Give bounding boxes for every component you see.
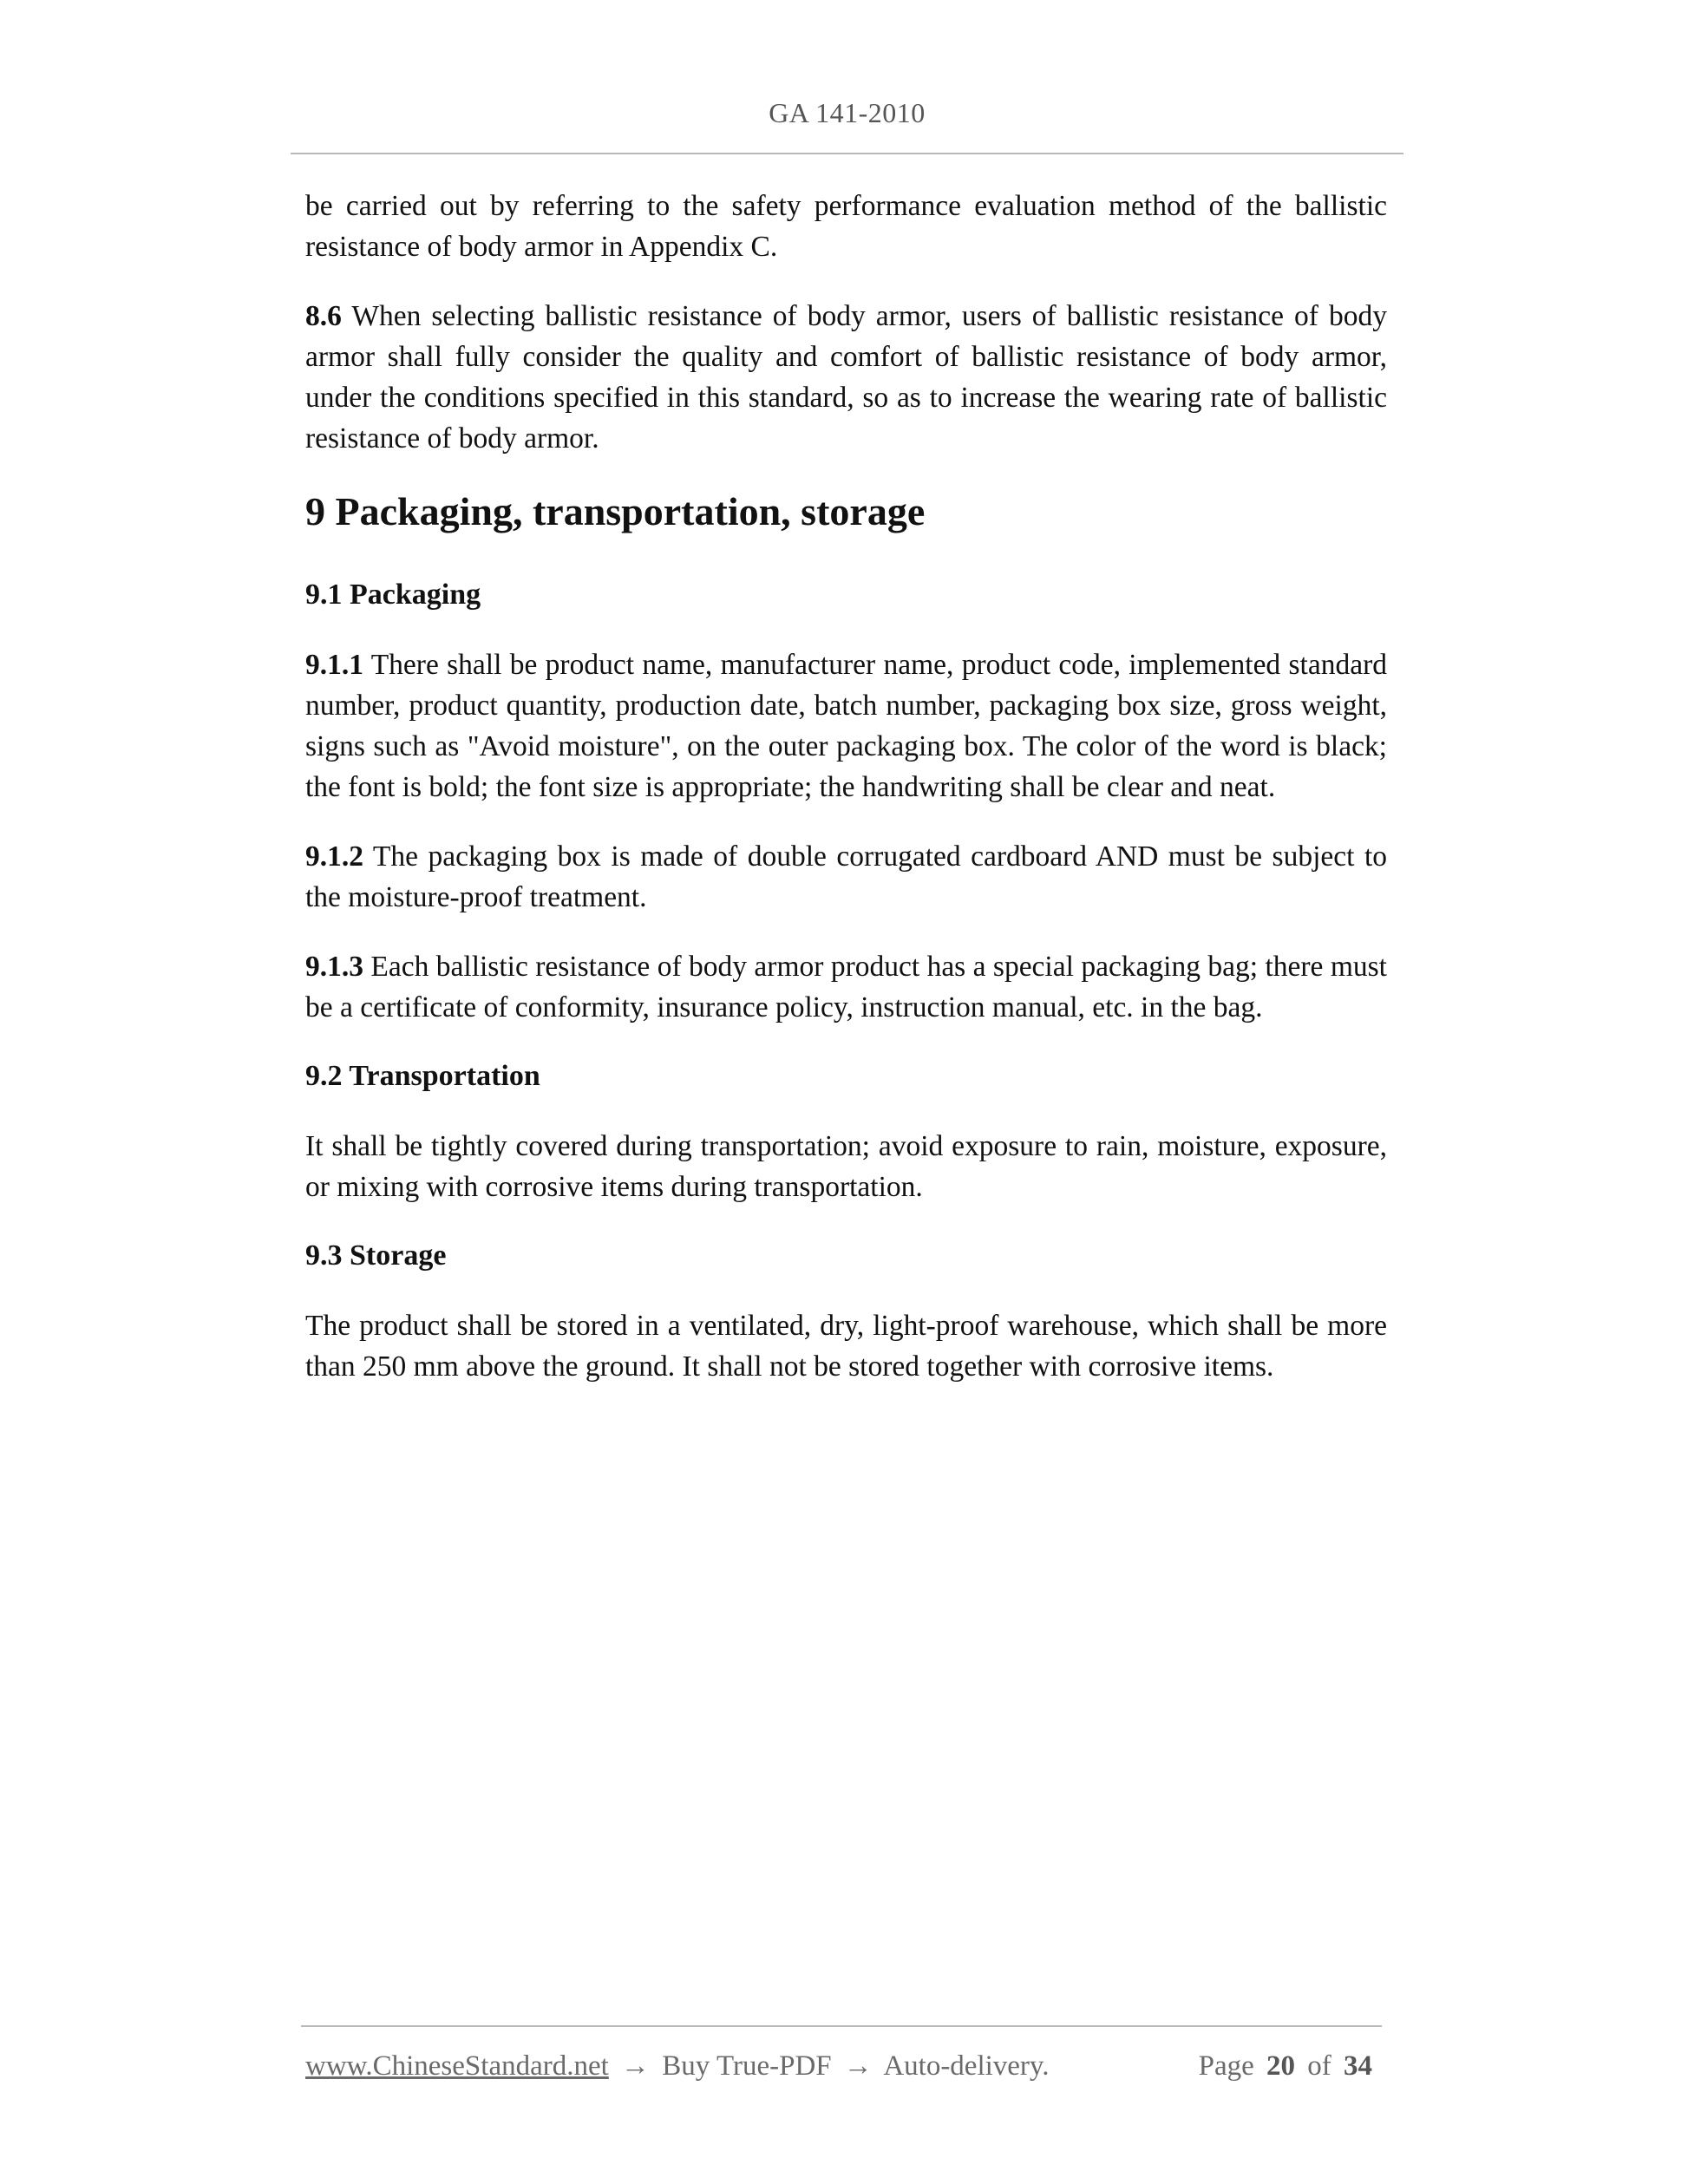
subsection-heading-9-2: 9.2 Transportation bbox=[305, 1060, 540, 1092]
clause-number: 8.6 bbox=[305, 300, 342, 332]
clause-9-1-2 bbox=[305, 836, 1387, 918]
paragraph-text: The product shall be stored in a ventilated, dry, light-proof warehouse, which shall be more than 250 mm above the ground. It shall not be stored together with corrosive items. bbox=[305, 1310, 1387, 1383]
clause-text: There shall be product name, manufacturer name, product code, implemented standard number, product quantity, production date, batch number, packaging box size, gross weight, signs such as "Avoid moisture", on the outer packaging box. The color of the word is black; the font is bold; the font size is appropriate; the handwriting shall be clear and neat. bbox=[305, 649, 1387, 803]
subsection-heading-9-1: 9.1 Packaging bbox=[305, 579, 481, 611]
clause-9-1-3 bbox=[305, 946, 1387, 1028]
buy-pdf-text: Buy True-PDF bbox=[662, 2050, 832, 2082]
clause-text: The packaging box is made of double corrugated cardboard AND must be subject to the moisture-proof treatment. bbox=[305, 840, 1387, 913]
header-divider bbox=[291, 153, 1403, 154]
page-label: Page bbox=[1198, 2050, 1254, 2082]
footer-divider bbox=[301, 2025, 1382, 2027]
subsection-heading-9-3: 9.3 Storage bbox=[305, 1239, 447, 1272]
footer-promo bbox=[305, 2047, 1050, 2085]
clause-number: 9.1.1 bbox=[305, 649, 363, 681]
paragraph-text: It shall be tightly covered during transportation; avoid exposure to rain, moisture, exposure, or mixing with corrosive items during transportation. bbox=[305, 1130, 1387, 1203]
paragraph-continuation bbox=[305, 186, 1387, 267]
of-label: of bbox=[1307, 2050, 1331, 2082]
page-number: 20 bbox=[1266, 2050, 1295, 2082]
page-content bbox=[305, 186, 1387, 1416]
auto-delivery-text: Auto-delivery. bbox=[883, 2050, 1050, 2082]
clause-number: 9.1.2 bbox=[305, 840, 363, 873]
clause-number: 9.1.3 bbox=[305, 951, 363, 983]
clause-text: Each ballistic resistance of body armor product has a special packaging bag; there must be a certificate of conformity, insurance policy, instruction manual, etc. in the bag. bbox=[305, 951, 1387, 1023]
paragraph-9-3 bbox=[305, 1305, 1387, 1387]
clause-9-1-1 bbox=[305, 644, 1387, 808]
page-indicator bbox=[1199, 2047, 1377, 2085]
paragraph-text: be carried out by referring to the safety performance evaluation method of the ballistic resistance of body armor in Appendix C. bbox=[305, 190, 1387, 263]
paragraph-9-2 bbox=[305, 1126, 1387, 1207]
clause-8-6 bbox=[305, 296, 1387, 459]
clause-text: When selecting ballistic resistance of body armor, users of ballistic resistance of body armor shall fully consider the quality and comfort of ballistic resistance of body armor, under the conditions specified in this standard, so as to increase the wearing rate of ballistic resistance of body armor. bbox=[305, 300, 1387, 454]
arrow-right-icon: → bbox=[843, 2050, 873, 2082]
running-header: GA 141-2010 bbox=[769, 97, 926, 128]
page-total: 34 bbox=[1344, 2050, 1372, 2082]
section-heading-9: 9 Packaging, transportation, storage bbox=[305, 489, 926, 533]
arrow-right-icon: → bbox=[621, 2050, 651, 2082]
site-link[interactable]: www.ChineseStandard.net bbox=[305, 2050, 609, 2082]
